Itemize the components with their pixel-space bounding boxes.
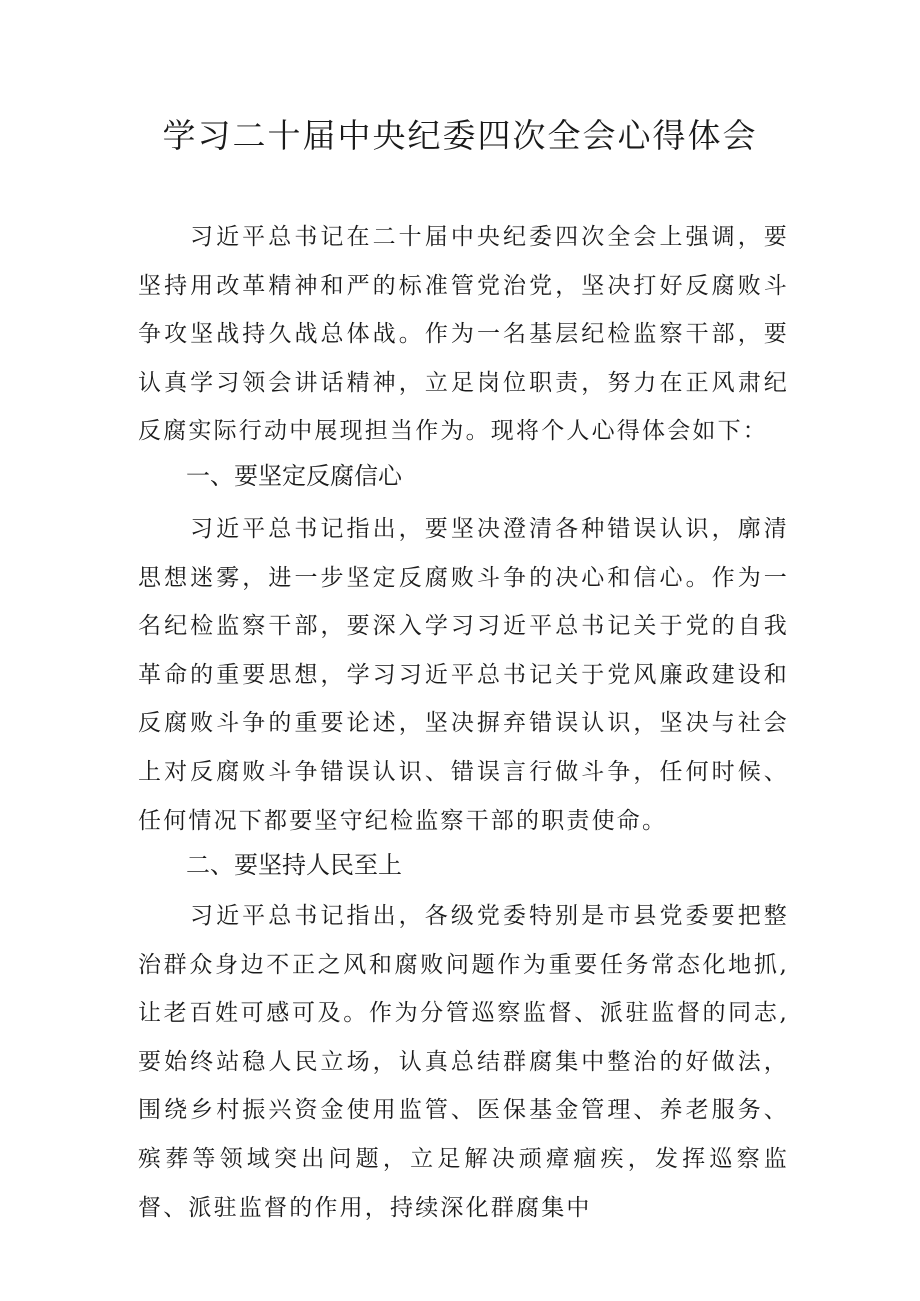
section-heading-2: 二、要坚持人民至上 — [186, 851, 402, 879]
document-title: 学习二十届中央纪委四次全会心得体会 — [162, 116, 758, 155]
section-paragraph-1: 习近平总书记指出，要坚决澄清各种错误认识，廓清思想迷雾，进一步坚定反腐败斗争的决心和信心。作为一名纪检监察干部，要深入学习习近平总书记关于党的自我革命的重要思想，学习习近平总书记关于党风廉政建设和反腐败斗争的重要论述，坚决摒弃错误认识，坚决与社会上对反腐败斗争错误认识、错误言行做斗争，任何时候、任何情况下都要坚守纪检监察干部的职责使命。 — [138, 516, 789, 834]
section-heading-1: 一、要坚定反腐信心 — [186, 462, 402, 490]
intro-paragraph: 习近平总书记在二十届中央纪委四次全会上强调，要坚持用改革精神和严的标准管党治党，坚决打好反腐败斗争攻坚战持久战总体战。作为一名基层纪检监察干部，要认真学习领会讲话精神，立足岗位职责，努力在正风肃纪反腐实际行动中展现担当作为。现将个人心得体会如下： — [138, 224, 789, 445]
section-paragraph-2: 习近平总书记指出，各级党委特别是市县党委要把整治群众身边不正之风和腐败问题作为重要任务常态化地抓,让老百姓可感可及。作为分管巡察监督、派驻监督的同志,要始终站稳人民立场，认真总结群腐集中整治的好做法，围绕乡村振兴资金使用监管、医保基金管理、养老服务、殡葬等领域突出问题，立足解决顽瘴痼疾，发挥巡察监督、派驻监督的作用，持续深化群腐集中 — [138, 903, 789, 1221]
